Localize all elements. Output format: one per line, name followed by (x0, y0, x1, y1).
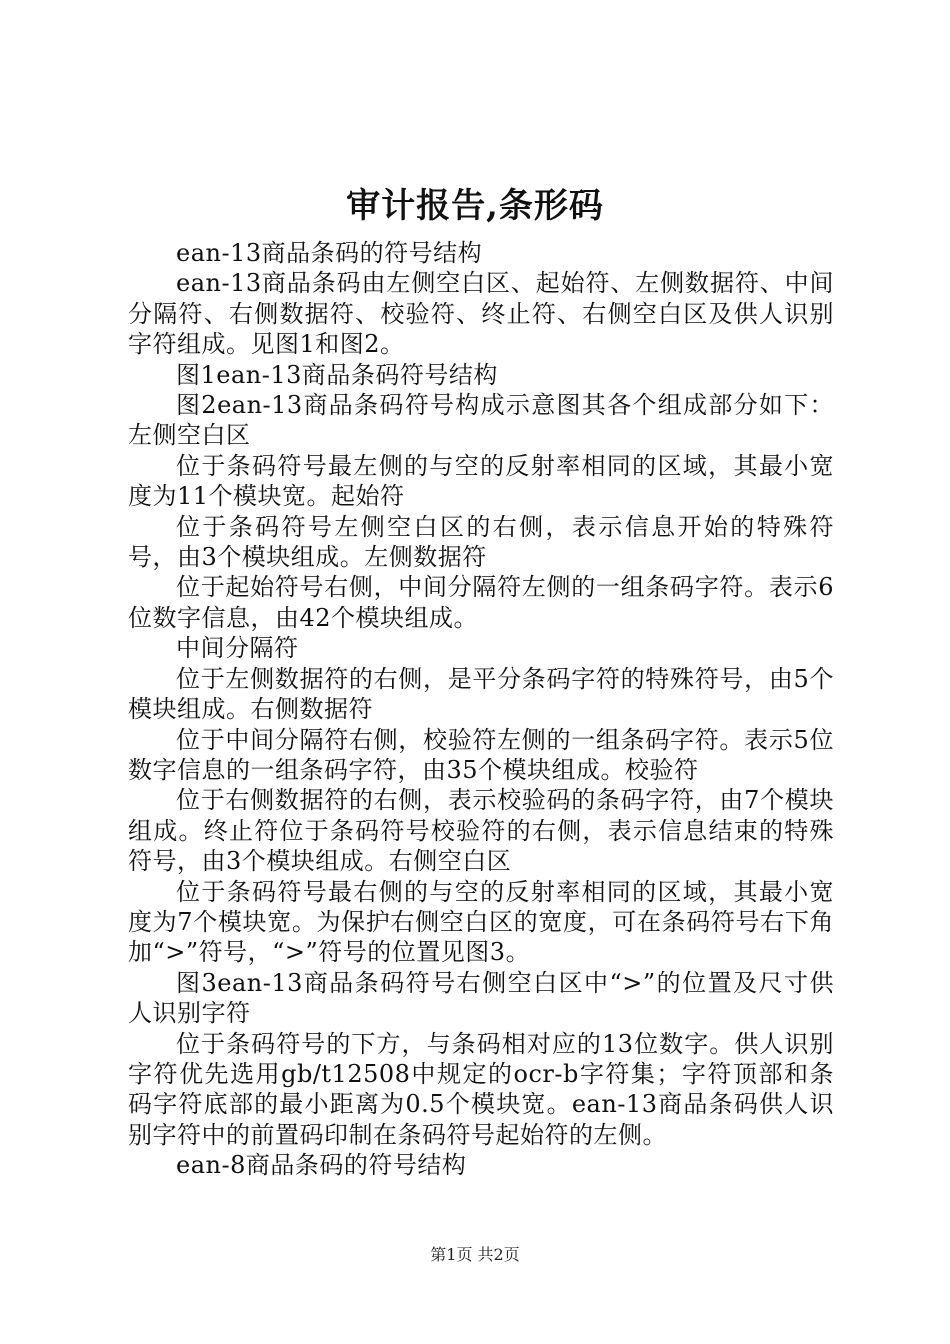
page-footer: 第1页 共2页 (430, 1245, 520, 1264)
paragraph-7: 位于起始符号右侧，中间分隔符左侧的一组条码字符。表示6位数字信息，由42个模块组成。 (128, 573, 834, 632)
paragraph-3: 图1ean-13商品条码符号结构 (176, 360, 498, 389)
paragraph-10: 位于中间分隔符右侧，校验符左侧的一组条码字符。表示5位数字信息的一组条码字符，由35个模块组成。校验符 (128, 725, 834, 784)
paragraph-12: 位于条码符号最右侧的与空的反射率相同的区域，其最小宽度为7个模块宽。为保护右侧空白区的宽度，可在条码符号右下角加“>”符号，“>”符号的位置见图3。 (128, 877, 834, 967)
paragraph-4: 图2ean-13商品条码符号构成示意图其各个组成部分如下：左侧空白区 (128, 391, 834, 450)
paragraph-6: 位于条码符号左侧空白区的右侧，表示信息开始的特殊符号，由3个模块组成。左侧数据符 (128, 512, 834, 572)
paragraph-11: 位于右侧数据符的右侧，表示校验码的条码字符，由7个模块组成。终止符位于条码符号校验符的右侧，表示信息结束的特殊符号，由3个模块组成。右侧空白区 (128, 786, 834, 876)
paragraph-13: 图3ean-13商品条码符号右侧空白区中“>”的位置及尺寸供人识别字符 (128, 968, 834, 1028)
paragraph-15: ean-8商品条码的符号结构 (176, 1151, 467, 1180)
paragraph-2: ean-13商品条码由左侧空白区、起始符、左侧数据符、中间分隔符、右侧数据符、校验符、终止符、右侧空白区及供人识别字符组成。见图1和图2。 (128, 269, 834, 359)
paragraph-1: ean-13商品条码的符号结构 (176, 239, 483, 267)
paragraph-9: 位于左侧数据符的右侧，是平分条码字符的特殊符号，由5个模块组成。右侧数据符 (128, 664, 834, 724)
paragraph-14: 位于条码符号的下方，与条码相对应的13位数字。供人识别字符优先选用gb/t12508中规定的ocr-b字符集；字符顶部和条码字符底部的最小距离为0.5个模块宽。ean-13商品条码供人识别字符中的前置码印制在条码符号起始符的左侧。 (128, 1029, 834, 1149)
paragraph-5: 位于条码符号最左侧的与空的反射率相同的区域，其最小宽度为11个模块宽。起始符 (128, 451, 834, 511)
paragraph-8: 中间分隔符 (176, 634, 299, 663)
document-body (128, 238, 834, 1181)
page-title: 审计报告,条形码 (346, 186, 604, 226)
